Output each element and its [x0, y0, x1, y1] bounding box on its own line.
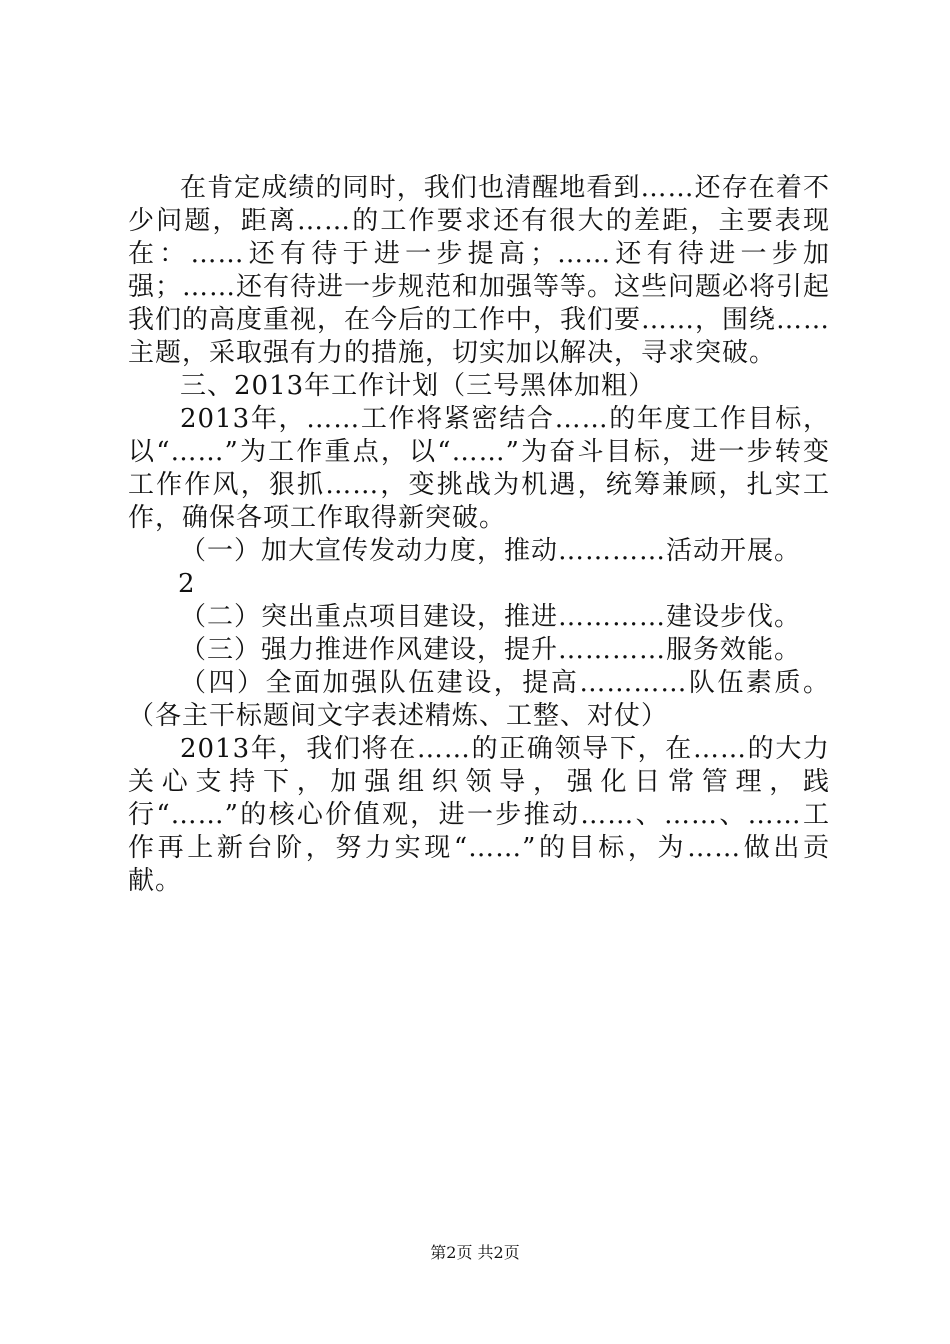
plan-item-2: （二）突出重点项目建设，推进…………建设步伐。 — [180, 602, 802, 632]
document-body — [128, 172, 830, 898]
paragraph-shortcomings: 在肯定成绩的同时，我们也清醒地看到……还存在着不少问题，距离……的工作要求还有很大的差距，主要表现在：……还有待于进一步提高；……还有待进一步加强；……还有待进一步规范和加强等等。这些问题必将引起我们的高度重视，在今后的工作中，我们要……，围绕……主题，采取强有力的措施，切实加以解决，寻求突破。 — [128, 173, 831, 368]
plan-item-3: （三）强力推进作风建设，提升…………服务效能。 — [180, 635, 802, 665]
stray-page-number: 2 — [178, 569, 196, 599]
page-footer: 第2页 共2页 — [430, 1243, 520, 1262]
paragraph-conclusion: 2013年，我们将在……的正确领导下，在……的大力关心支持下，加强组织领导，强化日常管理，践行“……”的核心价值观，进一步推动……、……、……工作再上新台阶，努力实现“……”的目标，为……做出贡献。 — [128, 734, 830, 896]
plan-item-4: （四）全面加强队伍建设，提高…………队伍素质。（各主干标题间文字表述精炼、工整、对仗） — [128, 668, 830, 731]
paragraph-2013-goals: 2013年，……工作将紧密结合……的年度工作目标，以“……”为工作重点，以“……”为奋斗目标，进一步转变工作作风，狠抓……，变挑战为机遇，统筹兼顾，扎实工作，确保各项工作取得新突破。 — [128, 404, 830, 533]
plan-item-1: （一）加大宣传发动力度，推动…………活动开展。 — [180, 536, 802, 566]
section-heading-2013-plan: 三、2013年工作计划（三号黑体加粗） — [180, 371, 656, 401]
